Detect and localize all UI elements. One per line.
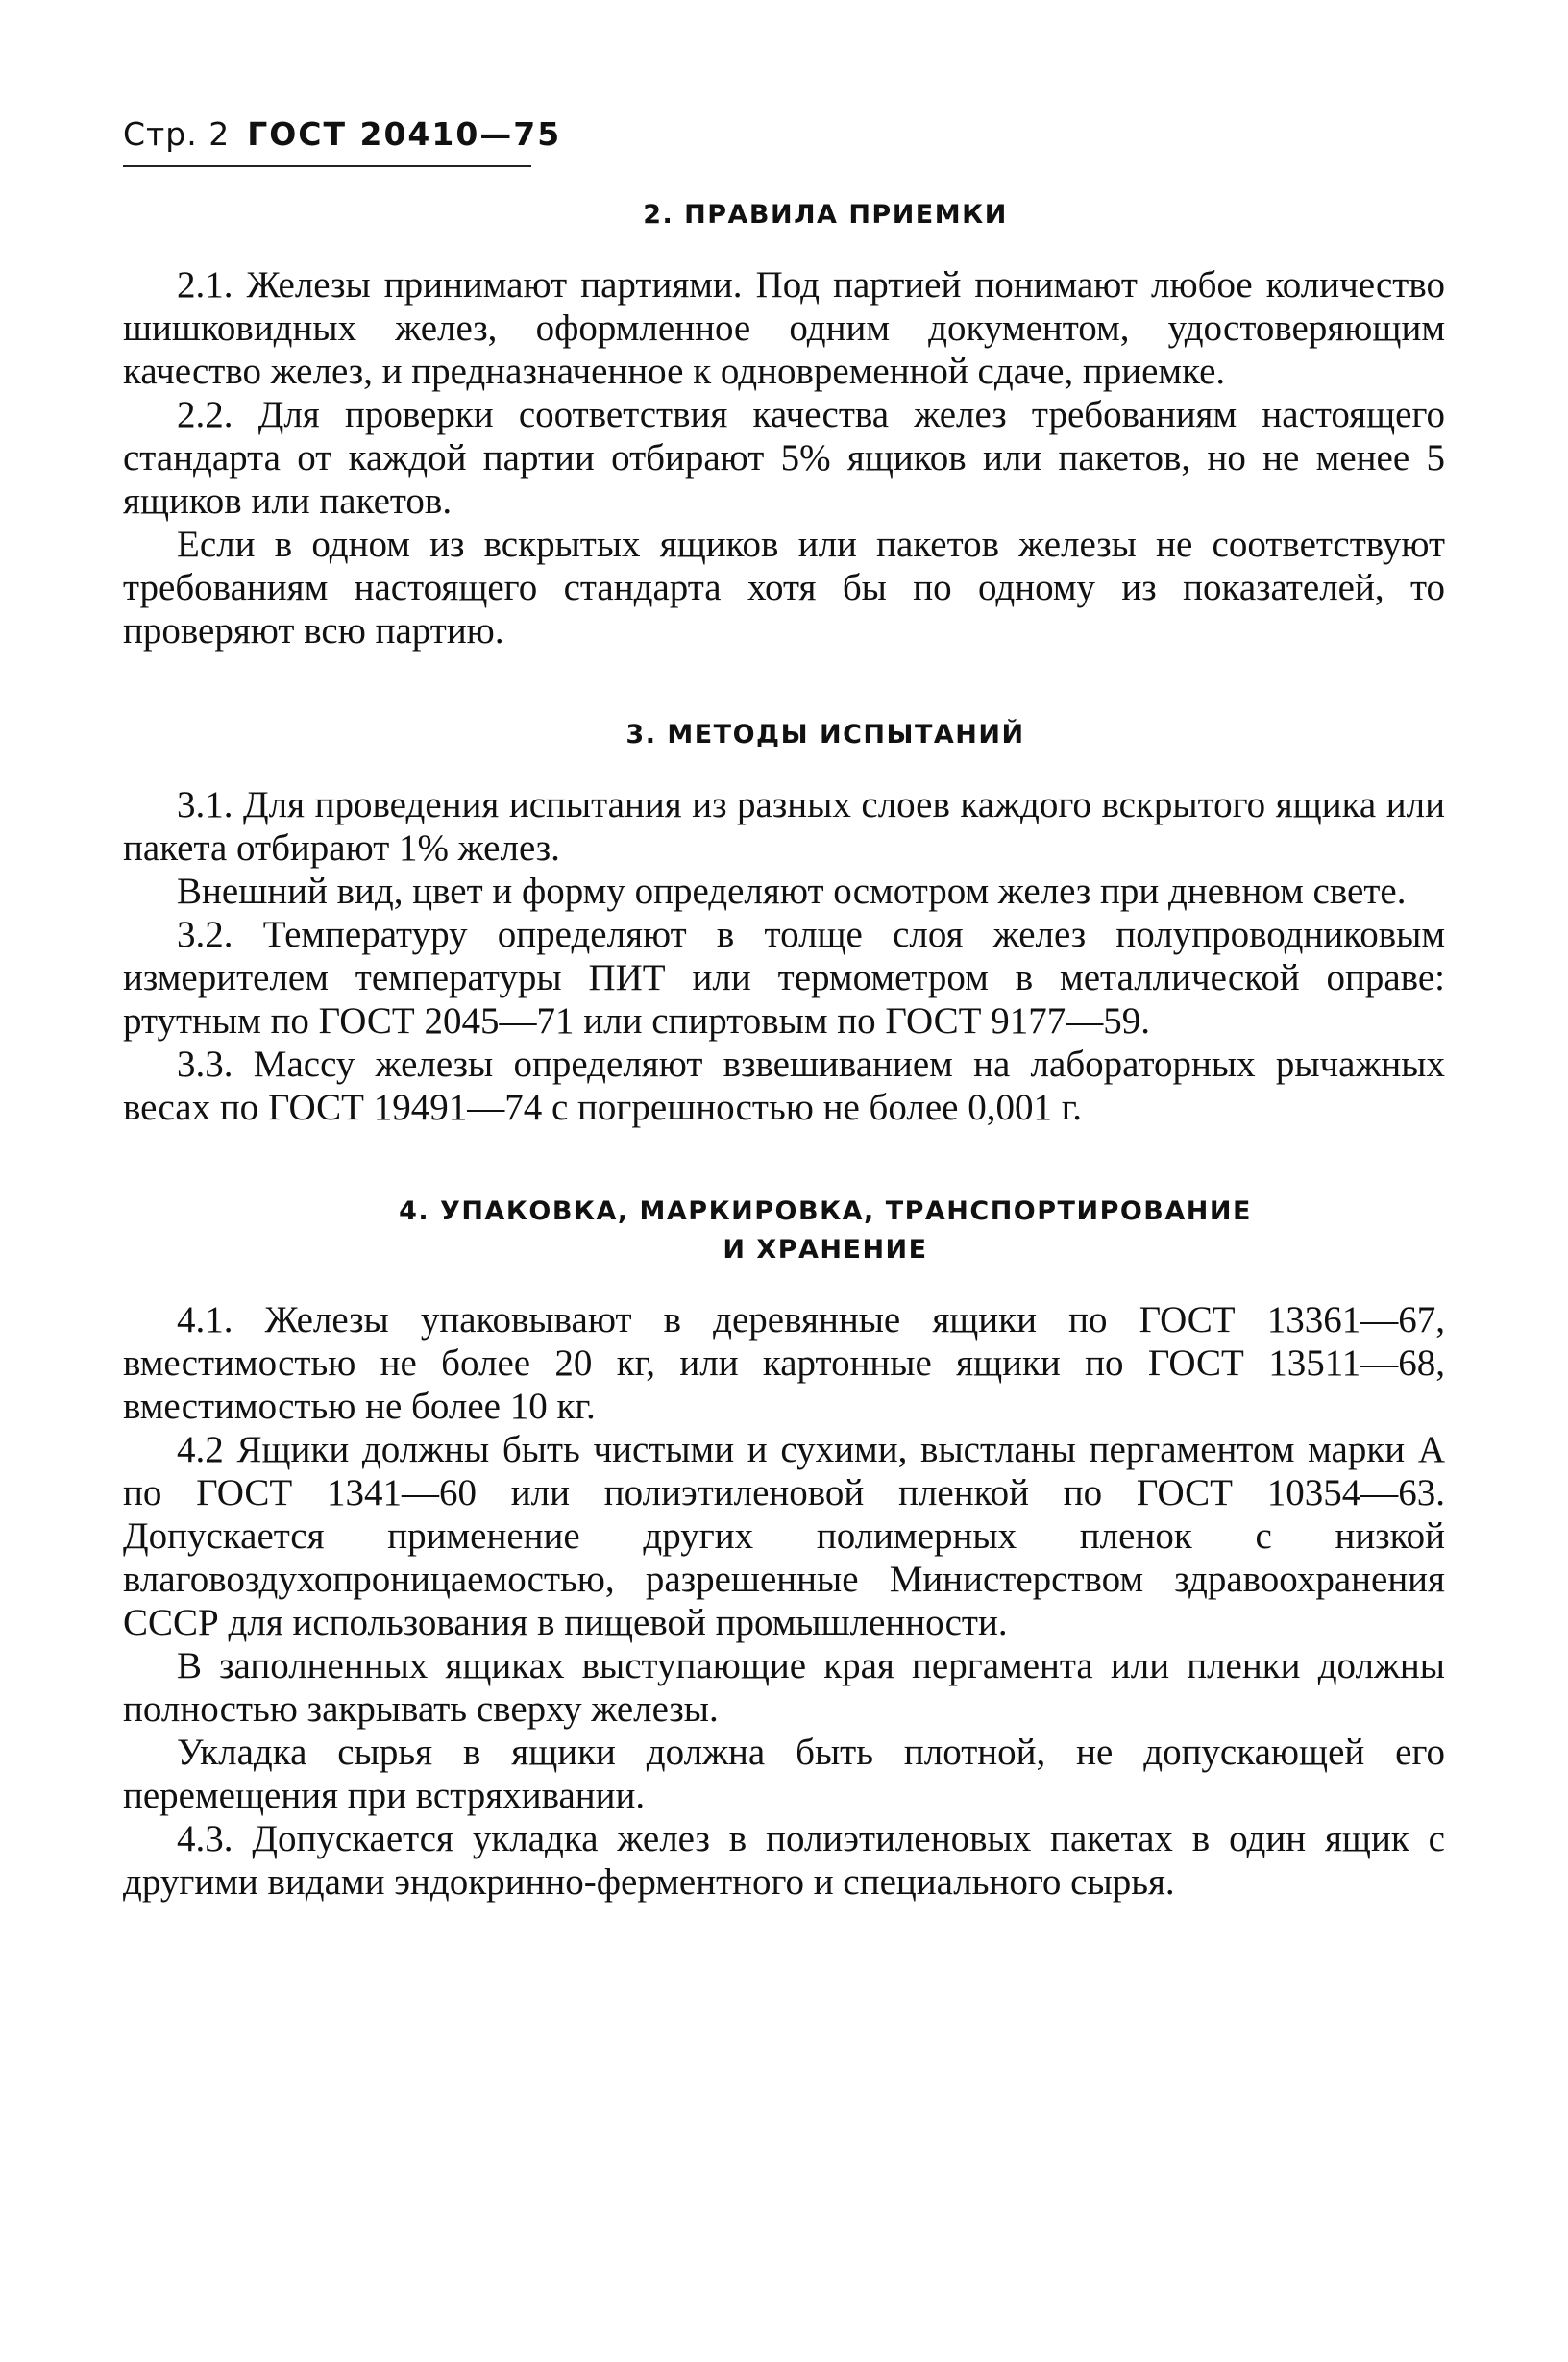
section-title-test-methods: 3. МЕТОДЫ ИСПЫТАНИЙ [625,720,1025,750]
paragraph-4-2-continued-2: Укладка сырья в ящики должна быть плотной, не допускающей его перемещения при встряхивании. [123,1732,1445,1816]
paragraph-3-2: 3.2. Температуру определяют в толще слоя желез полупроводниковым измерителем температуры ПИТ или термометром в металлической оправе: ртутным по ГОСТ 2045—71 или спиртовым по ГОСТ 9177—59. [123,914,1445,1042]
paragraph-4-3: 4.3. Допускается укладка желез в полиэтиленовых пакетах в один ящик с другими видами эндокринно-ферментного и специального сырья. [123,1818,1445,1903]
running-header [123,115,561,154]
paragraph-2-2-continued: Если в одном из вскрытых ящиков или пакетов железы не соответствуют требованиям настоящего стандарта хотя бы по одному из показателей, то проверяют всю партию. [123,524,1445,652]
paragraph-2-1: 2.1. Железы принимают партиями. Под партией понимают любое количество шишковидных желез, оформленное одним документом, удостоверяющим качество желез, и предназначенное к одновременной сдаче, приемке. [123,264,1445,392]
paragraph-4-2-continued-1: В заполненных ящиках выступающие края пергамента или пленки должны полностью закрывать сверху железы. [123,1645,1445,1730]
header-rule [123,165,531,167]
paragraph-3-1-continued: Внешний вид, цвет и форму определяют осмотром желез при дневном свете. [177,871,1407,912]
document-body [123,173,1445,1904]
paragraph-4-1: 4.1. Железы упаковывают в деревянные ящики по ГОСТ 13361—67, вместимостью не более 20 кг, или картонные ящики по ГОСТ 13511—68, вместимостью не более 10 кг. [123,1299,1445,1427]
section-title-packaging-line-1: 4. УПАКОВКА, МАРКИРОВКА, ТРАНСПОРТИРОВАНИЕ [399,1196,1252,1226]
section-title-packaging [123,1193,1445,1269]
section-title-acceptance-rules: 2. ПРАВИЛА ПРИЕМКИ [643,200,1008,230]
standard-number: ГОСТ 20410—75 [247,115,562,153]
section-title-packaging-line-2: И ХРАНЕНИЕ [723,1235,928,1265]
page-number: Стр. 2 [123,115,231,153]
paragraph-3-3: 3.3. Массу железы определяют взвешиванием на лабораторных рычажных весах по ГОСТ 19491—74 с погрешностью не более 0,001 г. [123,1044,1445,1128]
paragraph-3-1: 3.1. Для проведения испытания из разных слоев каждого вскрытого ящика или пакета отбирают 1% желез. [123,784,1445,869]
paragraph-4-2: 4.2 Ящики должны быть чистыми и сухими, выстланы пергаментом марки А по ГОСТ 1341—60 или полиэтиленовой пленкой по ГОСТ 10354—63. Допускается применение других полимерных пленок с низкой влаговоздухопроницаемостью, разрешенные Министерством здравоохранения СССР для использования в пищевой промышленности. [123,1429,1445,1643]
paragraph-2-2: 2.2. Для проверки соответствия качества желез требованиям настоящего стандарта от каждой партии отбирают 5% ящиков или пакетов, но не менее 5 ящиков или пакетов. [123,394,1445,522]
